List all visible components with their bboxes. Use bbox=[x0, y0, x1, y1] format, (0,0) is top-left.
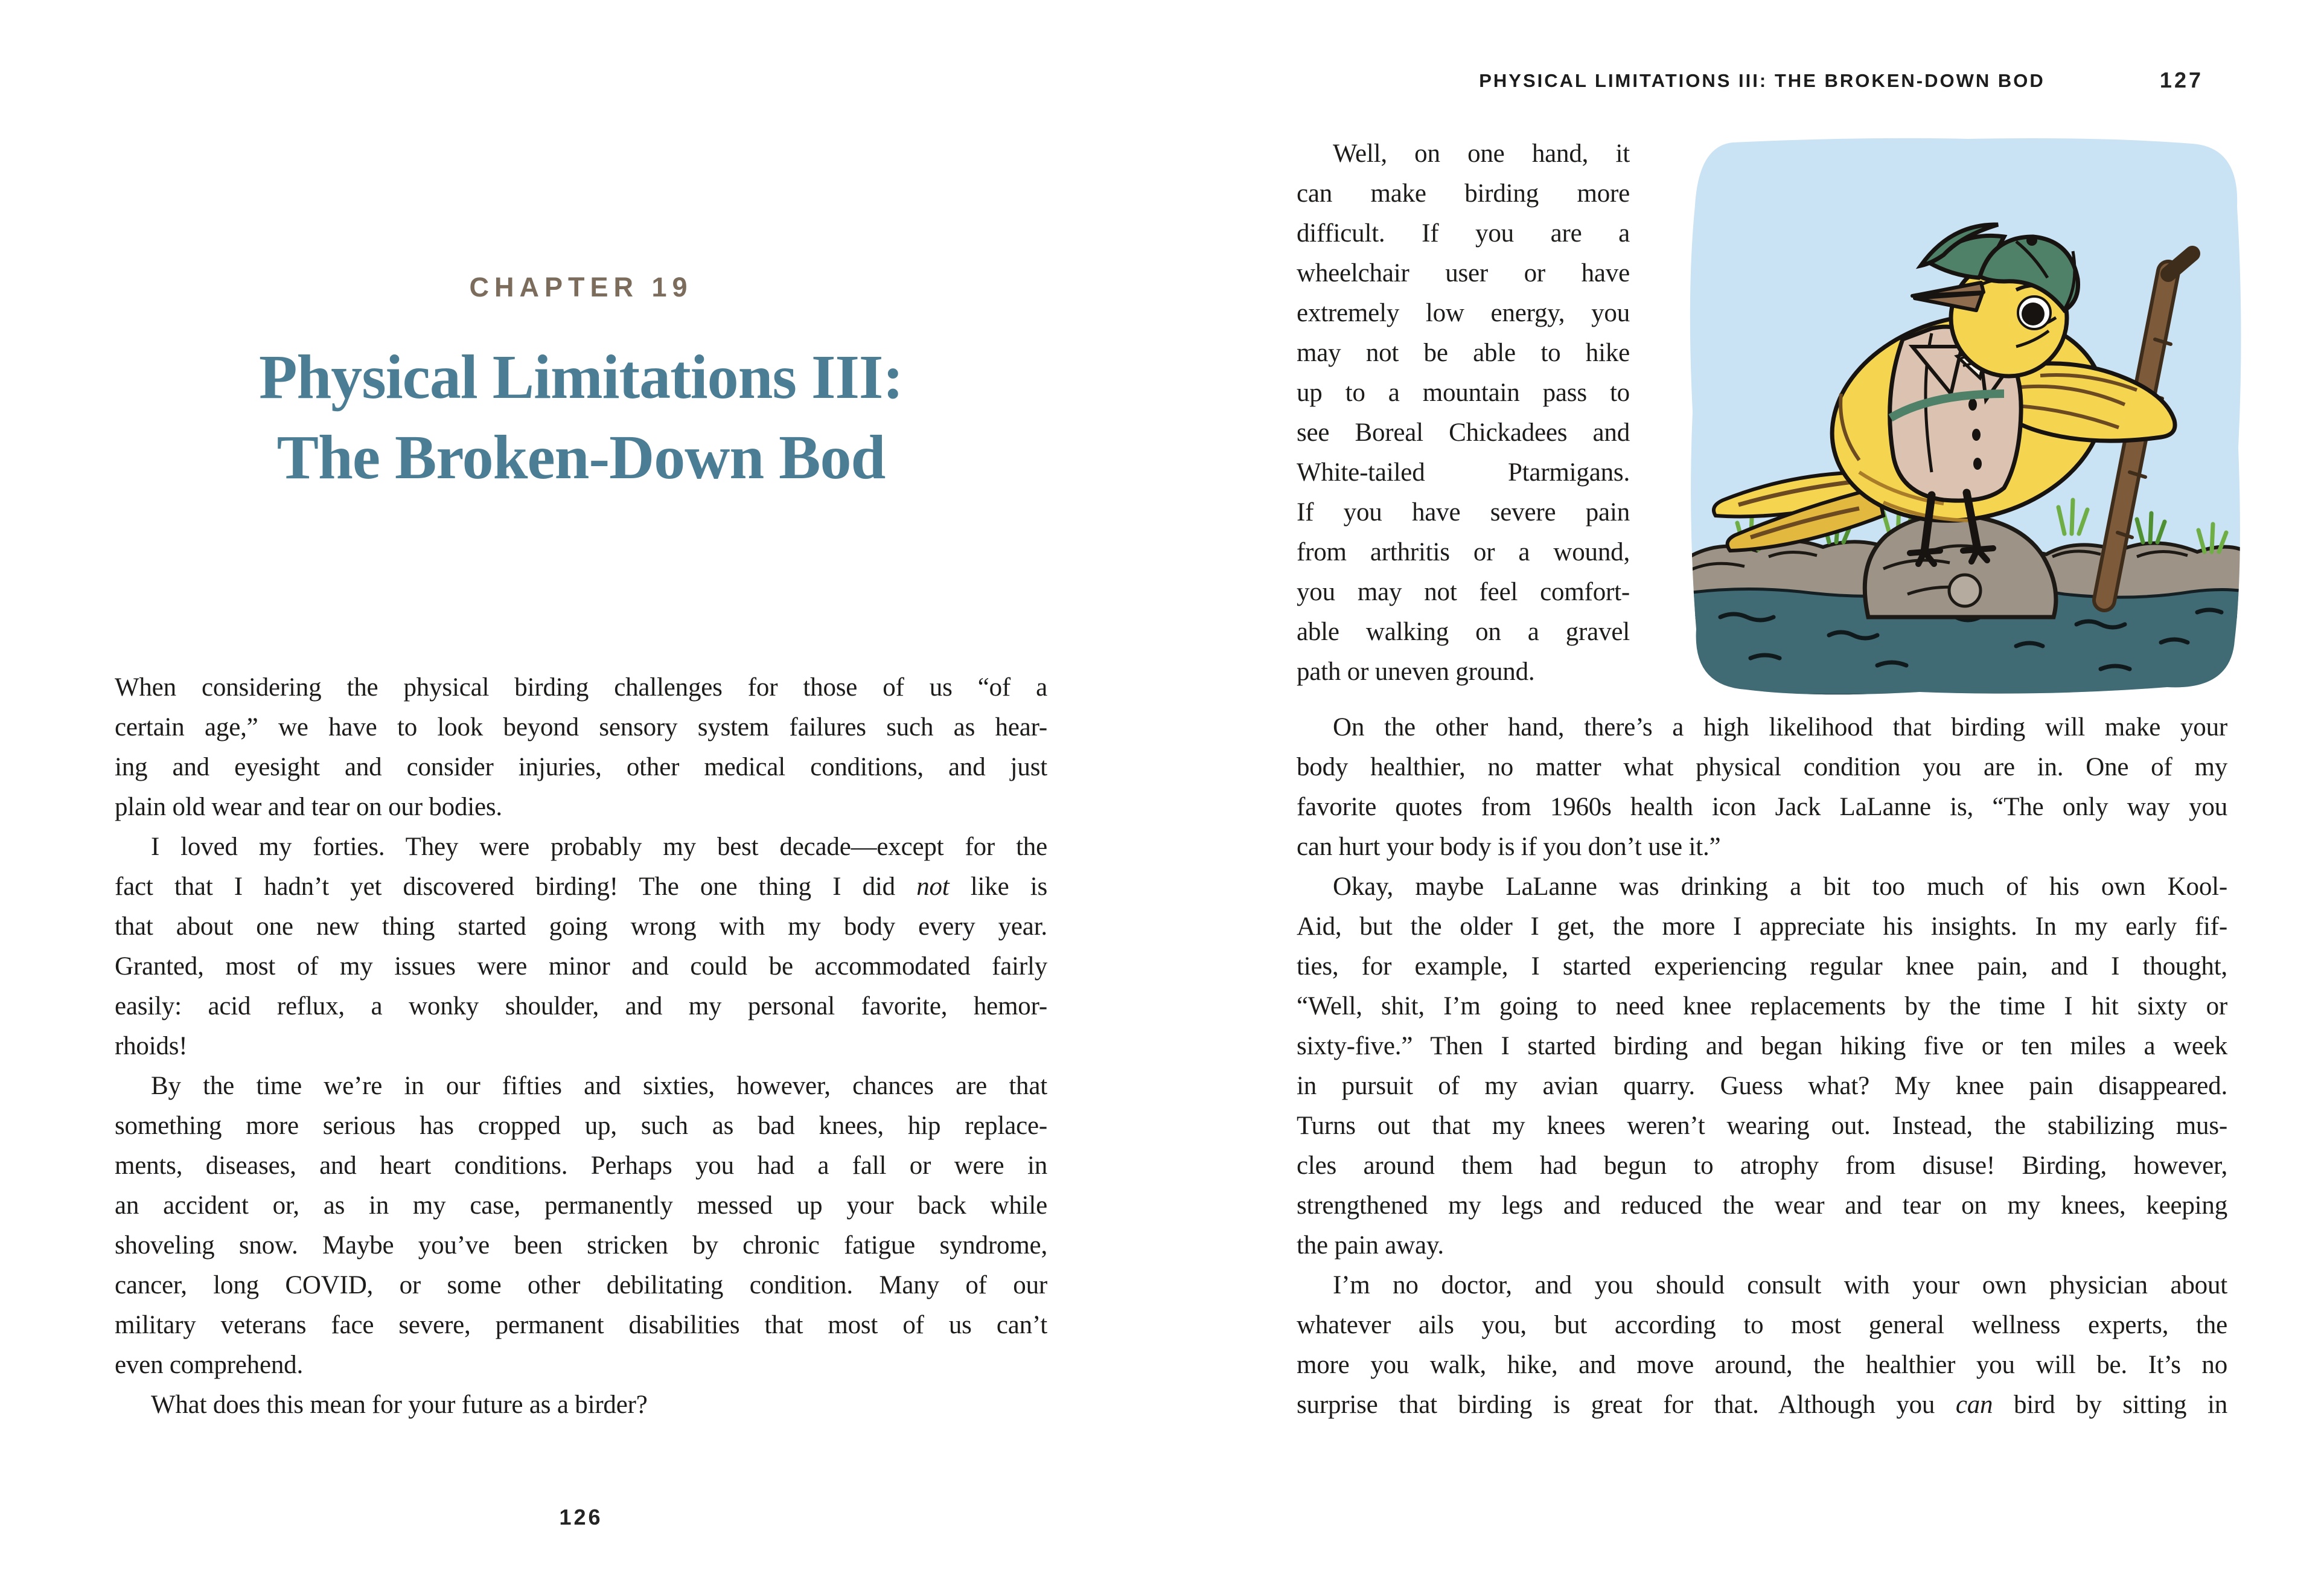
text-run: When considering the physical birding challenges for those of us “of a bbox=[115, 673, 1047, 702]
chapter-title-line2: The Broken-Down Bod bbox=[276, 423, 886, 492]
paragraph bbox=[1297, 708, 2227, 867]
text-run: What does this mean for your future as a birder? bbox=[151, 1391, 648, 1419]
running-head: PHYSICAL LIMITATIONS III: THE BROKEN-DOWN BOD bbox=[1479, 70, 2045, 91]
text-line bbox=[1297, 333, 1630, 373]
text-line bbox=[1297, 947, 2227, 987]
text-run: body healthier, no matter what physical condition you are in. One of my bbox=[1297, 753, 2227, 781]
text-line bbox=[1297, 493, 1630, 533]
paragraph bbox=[115, 1385, 1047, 1425]
text-line bbox=[1297, 867, 2227, 907]
text-run: Granted, most of my issues were minor and could be accommodated fairly bbox=[115, 952, 1047, 981]
text-run: certain age,” we have to look beyond sensory system failures such as hear- bbox=[115, 713, 1047, 741]
text-line bbox=[1297, 134, 1630, 174]
text-line bbox=[1297, 1385, 2227, 1425]
chapter-title-line1: Physical Limitations III: bbox=[258, 342, 904, 412]
text-run: ties, for example, I started experiencing regular knee pain, and I thought, bbox=[1297, 952, 2227, 981]
text-line bbox=[1297, 1186, 2227, 1226]
text-line bbox=[115, 947, 1047, 987]
italic-text: can bbox=[1955, 1391, 1993, 1419]
text-run: Well, on one hand, it bbox=[1333, 139, 1630, 168]
text-run: you may not feel comfort- bbox=[1297, 578, 1630, 606]
text-run: cancer, long COVID, or some other debilitating condition. Many of our bbox=[115, 1271, 1047, 1299]
text-run: plain old wear and tear on our bodies. bbox=[115, 793, 502, 821]
text-line bbox=[1297, 214, 1630, 254]
text-run: from arthritis or a wound, bbox=[1297, 538, 1630, 566]
text-run: On the other hand, there’s a high likelihood that birding will make your bbox=[1333, 713, 2227, 741]
text-run: whatever ails you, but according to most general wellness experts, the bbox=[1297, 1311, 2227, 1339]
text-run: ing and eyesight and consider injuries, other medical conditions, and just bbox=[115, 753, 1047, 781]
text-run: more you walk, hike, and move around, the healthier you will be. It’s no bbox=[1297, 1351, 2227, 1379]
text-line bbox=[1297, 572, 1630, 612]
text-line bbox=[115, 668, 1047, 708]
text-run: sixty-five.” Then I started birding and began hiking five or ten miles a week bbox=[1297, 1032, 2227, 1060]
paragraph bbox=[115, 1066, 1047, 1385]
text-run: extremely low energy, you bbox=[1297, 299, 1630, 327]
chapter-label: CHAPTER 19 bbox=[469, 272, 693, 303]
text-line bbox=[115, 1026, 1047, 1066]
text-line bbox=[1297, 254, 1630, 293]
text-run: up to a mountain pass to bbox=[1297, 379, 1630, 407]
text-run: path or uneven ground. bbox=[1297, 658, 1535, 686]
text-run: in pursuit of my avian quarry. Guess what? My knee pain disappeared. bbox=[1297, 1072, 2227, 1100]
chapter-title bbox=[91, 337, 1071, 498]
left-body-text bbox=[115, 668, 1047, 1425]
text-run: the pain away. bbox=[1297, 1231, 1444, 1260]
text-run: wheelchair user or have bbox=[1297, 259, 1630, 287]
text-run: I loved my forties. They were probably my best decade—except for the bbox=[151, 833, 1047, 861]
italic-text: not bbox=[916, 873, 950, 901]
text-line bbox=[1297, 1305, 2227, 1345]
paragraph bbox=[1297, 134, 1630, 692]
text-line bbox=[1297, 413, 1630, 453]
text-line bbox=[1297, 787, 2227, 827]
text-line bbox=[115, 1385, 1047, 1425]
text-run: rhoids! bbox=[115, 1032, 188, 1060]
page-number-left: 126 bbox=[559, 1505, 603, 1529]
text-line bbox=[115, 827, 1047, 867]
text-line bbox=[115, 1146, 1047, 1186]
text-line bbox=[115, 1305, 1047, 1345]
text-line bbox=[1297, 1026, 2227, 1066]
text-line bbox=[1297, 1106, 2227, 1146]
text-run: By the time we’re in our fifties and sixties, however, chances are that bbox=[151, 1072, 1047, 1100]
text-run: even comprehend. bbox=[115, 1351, 303, 1379]
text-line bbox=[1297, 1266, 2227, 1305]
text-line bbox=[115, 787, 1047, 827]
text-line bbox=[1297, 1066, 2227, 1106]
right-body-text bbox=[1297, 708, 2227, 1425]
text-line bbox=[115, 1186, 1047, 1226]
text-line bbox=[115, 708, 1047, 748]
text-line bbox=[115, 1226, 1047, 1266]
text-line bbox=[115, 1266, 1047, 1305]
bird-hiker-drawing bbox=[1678, 134, 2255, 696]
text-run: “Well, shit, I’m going to need knee replacements by the time I hit sixty or bbox=[1297, 992, 2227, 1020]
text-line bbox=[1297, 1226, 2227, 1266]
text-run: Turns out that my knees weren’t wearing out. Instead, the stabilizing mus- bbox=[1297, 1112, 2227, 1140]
text-line bbox=[115, 867, 1047, 907]
text-run: If you have severe pain bbox=[1297, 498, 1630, 527]
text-line bbox=[1297, 907, 2227, 947]
text-run: I’m no doctor, and you should consult with your own physician about bbox=[1333, 1271, 2227, 1299]
text-run: cles around them had begun to atrophy from disuse! Birding, however, bbox=[1297, 1151, 2227, 1180]
text-run: strengthened my legs and reduced the wear and tear on my knees, keeping bbox=[1297, 1191, 2227, 1220]
text-run: bird by sitting in bbox=[1993, 1391, 2227, 1419]
text-run: may not be able to hike bbox=[1297, 339, 1630, 367]
paragraph bbox=[115, 827, 1047, 1066]
text-run: surprise that birding is great for that. Although you bbox=[1297, 1391, 1956, 1419]
text-line bbox=[1297, 612, 1630, 652]
text-line bbox=[1297, 708, 2227, 748]
text-line bbox=[115, 748, 1047, 787]
text-run: can make birding more bbox=[1297, 179, 1630, 208]
text-run: an accident or, as in my case, permanently messed up your back while bbox=[115, 1191, 1047, 1220]
paragraph bbox=[1297, 867, 2227, 1266]
paragraph bbox=[115, 668, 1047, 827]
text-line bbox=[1297, 373, 1630, 413]
text-run: favorite quotes from 1960s health icon Jack LaLanne is, “The only way you bbox=[1297, 793, 2227, 821]
text-line bbox=[115, 1106, 1047, 1146]
paragraph bbox=[1297, 1266, 2227, 1425]
page-number-right: 127 bbox=[2159, 68, 2203, 92]
text-line bbox=[1297, 174, 1630, 214]
right-narrow-column bbox=[1297, 134, 1630, 692]
text-line bbox=[1297, 827, 2227, 867]
bird-hiker-illustration bbox=[1678, 134, 2255, 696]
text-run: see Boreal Chickadees and bbox=[1297, 418, 1630, 447]
text-run: military veterans face severe, permanent disabilities that most of us can’t bbox=[115, 1311, 1047, 1339]
text-run: can hurt your body is if you don’t use it.” bbox=[1297, 833, 1721, 861]
text-line bbox=[115, 907, 1047, 947]
text-line bbox=[1297, 293, 1630, 333]
text-run: easily: acid reflux, a wonky shoulder, and my personal favorite, hemor- bbox=[115, 992, 1047, 1020]
text-run: Aid, but the older I get, the more I appreciate his insights. In my early fif- bbox=[1297, 912, 2227, 941]
text-run: difficult. If you are a bbox=[1297, 219, 1630, 248]
text-run: fact that I hadn’t yet discovered birding! The one thing I did bbox=[115, 873, 917, 901]
text-line bbox=[115, 1345, 1047, 1385]
text-line bbox=[1297, 453, 1630, 493]
text-run: Okay, maybe LaLanne was drinking a bit too much of his own Kool- bbox=[1333, 873, 2227, 901]
text-line bbox=[115, 1066, 1047, 1106]
text-line bbox=[1297, 533, 1630, 572]
text-line bbox=[1297, 748, 2227, 787]
text-run: something more serious has cropped up, such as bad knees, hip replace- bbox=[115, 1112, 1047, 1140]
text-run: like is bbox=[949, 873, 1047, 901]
text-line bbox=[1297, 1146, 2227, 1186]
text-line bbox=[1297, 987, 2227, 1026]
text-run: able walking on a gravel bbox=[1297, 618, 1630, 646]
text-line bbox=[1297, 652, 1630, 692]
text-line bbox=[1297, 1345, 2227, 1385]
text-run: shoveling snow. Maybe you’ve been stricken by chronic fatigue syndrome, bbox=[115, 1231, 1047, 1260]
text-run: ments, diseases, and heart conditions. Perhaps you had a fall or were in bbox=[115, 1151, 1047, 1180]
text-line bbox=[115, 987, 1047, 1026]
text-run: that about one new thing started going wrong with my body every year. bbox=[115, 912, 1047, 941]
text-run: White-tailed Ptarmigans. bbox=[1297, 458, 1630, 487]
